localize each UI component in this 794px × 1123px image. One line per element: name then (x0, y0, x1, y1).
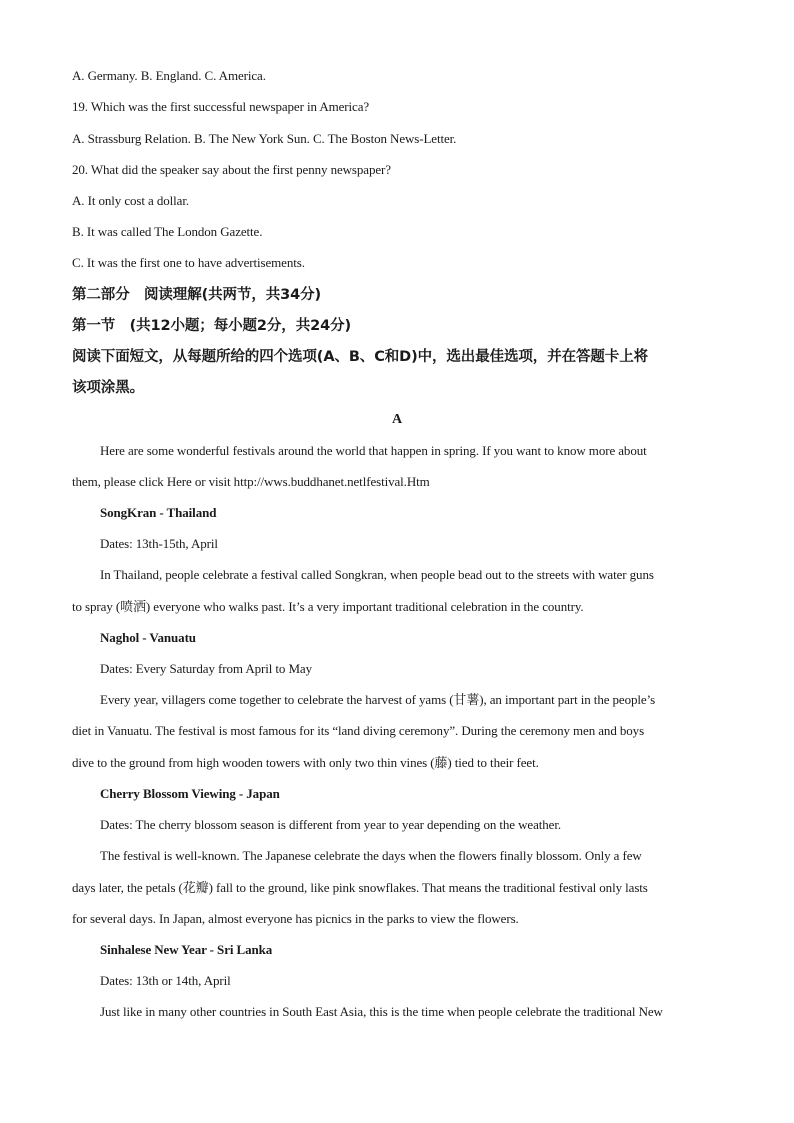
q20-question: 20. What did the speaker say about the first penny newspaper? (72, 162, 391, 177)
festival-text-line: dive to the ground from high wooden towers with only two thin vines (藤) tied to their feet. (72, 755, 539, 770)
festival-dates: Dates: The cherry blossom season is different from year to year depending on the weather. (100, 817, 561, 832)
festival-text-line: to spray (喷洒) everyone who walks past. It’s a very important traditional celebration in the country. (72, 599, 584, 614)
festival-text-line: The festival is well-known. The Japanese celebrate the days when the flowers finally blossom. Only a few (100, 848, 642, 863)
q19-question: 19. Which was the first successful newspaper in America? (72, 99, 370, 114)
instructions-line-1: 阅读下面短文，从每题所给的四个选项(A、B、C和D)中，选出最佳选项，并在答题卡上将 (72, 349, 649, 365)
festival-text-line: Just like in many other countries in South East Asia, this is the time when people celebrate the traditional New (100, 1004, 663, 1019)
q18-options: A. Germany. B. England. C. America. (72, 68, 266, 83)
intro-line-1: Here are some wonderful festivals around the world that happen in spring. If you want to know more about (100, 443, 647, 458)
festival-text-line: Every year, villagers come together to celebrate the harvest of yams (甘薯), an important part in the people’s (100, 692, 656, 707)
q20-option-b: B. It was called The London Gazette. (72, 224, 263, 239)
festival-title: Naghol - Vanuatu (100, 630, 196, 645)
festival-dates: Dates: Every Saturday from April to May (100, 661, 312, 676)
part2-heading: 第二部分 阅读理解(共两节，共34分) (72, 287, 322, 303)
festival-text-line: diet in Vanuatu. The festival is most famous for its “land diving ceremony”. During the ceremony men and boys (72, 723, 645, 738)
festival-text-line: In Thailand, people celebrate a festival called Songkran, when people bead out to the streets with water guns (100, 567, 654, 582)
instructions-line-2: 该项涂黑。 (72, 380, 144, 396)
passage-label: A (391, 412, 402, 427)
q20-option-a: A. It only cost a dollar. (72, 193, 190, 208)
festival-dates: Dates: 13th or 14th, April (100, 973, 231, 988)
festival-title: Sinhalese New Year - Sri Lanka (100, 942, 273, 957)
q19-options: A. Strassburg Relation. B. The New York Sun. C. The Boston News-Letter. (72, 131, 457, 146)
intro-line-2: them, please click Here or visit http://wws.buddhanet.netlfestival.Htm (72, 474, 430, 489)
festival-text-line: for several days. In Japan, almost everyone has picnics in the parks to view the flowers. (72, 911, 519, 926)
festival-title: SongKran - Thailand (100, 505, 217, 520)
section1-heading: 第一节 (共12小题；每小题2分，共24分) (72, 318, 351, 334)
q20-option-c: C. It was the first one to have advertisements. (72, 255, 305, 270)
festival-dates: Dates: 13th-15th, April (100, 536, 218, 551)
festival-text-line: days later, the petals (花瓣) fall to the ground, like pink snowflakes. That means the traditional festival only lasts (72, 880, 648, 895)
festival-title: Cherry Blossom Viewing - Japan (100, 786, 280, 801)
